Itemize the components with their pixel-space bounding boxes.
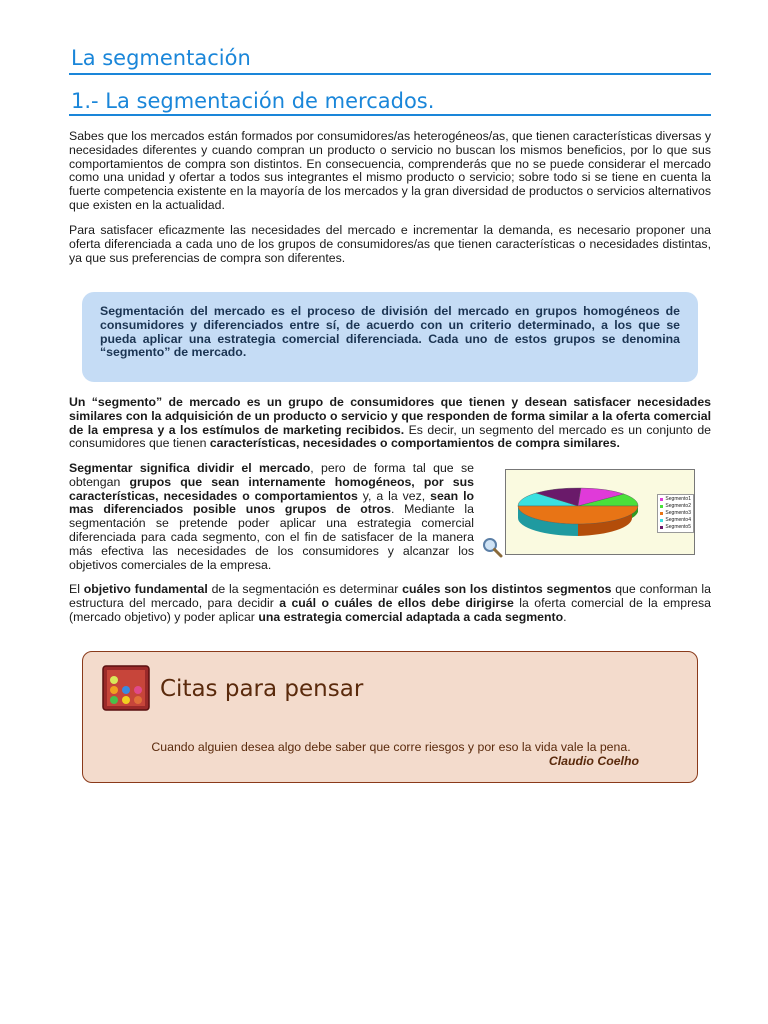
paragraph-3: Un “segmento” de mercado es un grupo de consumidores que tienen y desean satisfacer necesidades similares con la adquisición de un producto o servicio y que responden de forma similar a la oferta comercial de la empresa y a los estímulos de marketing recibidos. Es decir, un segmento del mercado es un conjunto de consumidores que tienen características, necesidades o comportamientos de compra similares. bbox=[69, 395, 711, 451]
magnifier-icon[interactable] bbox=[481, 536, 503, 558]
title-rule bbox=[69, 73, 711, 75]
definition-box bbox=[82, 292, 698, 382]
paragraph-4: Segmentar significa dividir el mercado, pero de forma tal que se obtengan grupos que sean internamente homogéneos, por sus características, necesidades o comportamientos y, a la vez, sean lo mas diferenciados posible unos grupos de otros. Mediante la segmentación se pretende poder aplicar una estrategia comercial diferenciada para cada segmento, con el fin de satisfacer de la manera más efectiva las necesidades de los consumidores y alcanzar los objetivos comerciales de la empresa. bbox=[69, 461, 474, 572]
legend-item: Segmento4 bbox=[660, 517, 691, 524]
section-rule bbox=[69, 114, 711, 116]
page-title: La segmentación bbox=[71, 46, 251, 70]
legend-item: Segmento3 bbox=[660, 510, 691, 517]
segments-pie-chart[interactable] bbox=[505, 469, 695, 555]
quote-palette-icon bbox=[102, 665, 150, 711]
paragraph-5: El objetivo fundamental de la segmentación es determinar cuáles son los distintos segmentos que conforman la estructura del mercado, para decidir a cuál o cuáles de ellos debe dirigirse la oferta comercial de la empresa (mercado objetivo) y poder aplicar una estrategia comercial adaptada a cada segmento. bbox=[69, 582, 712, 624]
legend-item: Segmento5 bbox=[660, 524, 691, 531]
chart-legend bbox=[657, 494, 694, 533]
legend-item: Segmento2 bbox=[660, 503, 691, 510]
quote-title: Citas para pensar bbox=[160, 676, 364, 702]
paragraph-1: Sabes que los mercados están formados por consumidores/as heterogéneos/as, que tienen características diversas y necesidades diferentes y cuando compran un producto o servicio no buscan los mismos beneficios, por lo que sus comportamientos de compra son distintos. En consecuencia, comprenderás que no se puede considerar el mercado como una unidad y ofertar a todos sus integrantes el mismo producto o servicio; sobre todo si se tiene en cuenta la fuerte competencia existente en la mayoría de los mercados y la gran diversidad de productos o servicios alternativos que existen en la actualidad. bbox=[69, 129, 711, 212]
paragraph-2: Para satisfacer eficazmente las necesidades del mercado e incrementar la demanda, es necesario proponer una oferta diferenciada a cada uno de los grupos de consumidores/as que tienen características o necesidades distintas, ya que sus preferencias de compra son diferentes. bbox=[69, 223, 711, 265]
quote-box bbox=[82, 651, 698, 783]
quote-author: Claudio Coelho bbox=[548, 754, 639, 768]
legend-item: Segmento1 bbox=[660, 496, 691, 503]
definition-text: Segmentación del mercado es el proceso de división del mercado en grupos homogéneos de consumidores y diferenciados entre sí, de acuerdo con un criterio determinado, a los que se pueda aplicar una estrategia comercial diferenciada. Cada uno de estos grupos se denomina “segmento” de mercado. bbox=[100, 304, 680, 360]
quote-text: Cuando alguien desea algo debe saber que corre riesgos y por eso la vida vale la pena. bbox=[151, 740, 631, 754]
section-title: 1.- La segmentación de mercados. bbox=[71, 89, 435, 113]
